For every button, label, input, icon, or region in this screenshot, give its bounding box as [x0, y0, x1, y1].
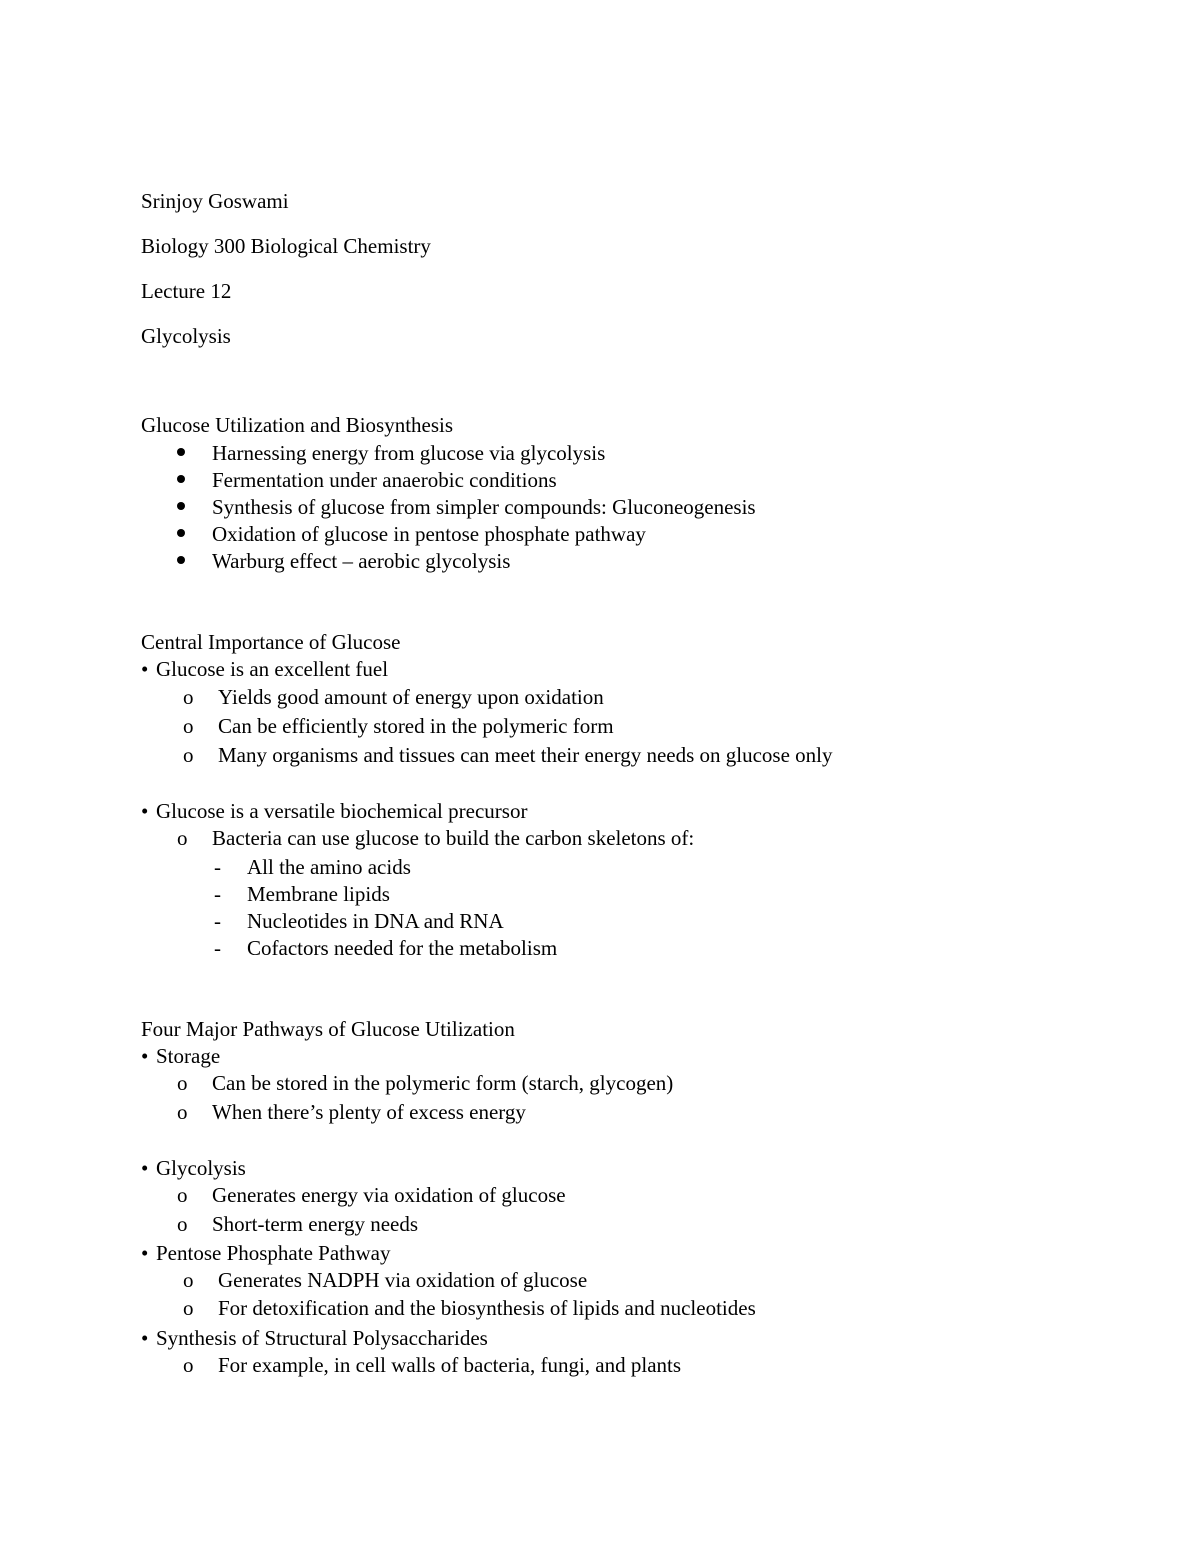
list-item: Glucose is a versatile biochemical precursor [156, 799, 528, 823]
sub-item: For detoxification and the biosynthesis of lipids and nucleotides [218, 1296, 756, 1320]
bullet-icon [177, 448, 185, 456]
o-marker: o [183, 1353, 194, 1377]
lecture-number: Lecture 12 [141, 279, 232, 303]
section-heading: Four Major Pathways of Glucose Utilization [141, 1017, 515, 1041]
sub-item: Short-term energy needs [212, 1212, 419, 1236]
o-marker: o [177, 1100, 188, 1124]
bullet-marker: • [141, 799, 149, 823]
o-marker: o [177, 1071, 188, 1095]
list-item: Warburg effect – aerobic glycolysis [212, 549, 511, 573]
bullet-icon [177, 556, 185, 564]
list-item: Oxidation of glucose in pentose phosphate pathway [212, 522, 646, 546]
sub-item: For example, in cell walls of bacteria, fungi, and plants [218, 1353, 682, 1377]
o-marker: o [183, 714, 194, 738]
list-item: Fermentation under anaerobic conditions [212, 468, 557, 492]
dash-marker: - [214, 882, 221, 906]
sub-sub-item: Cofactors needed for the metabolism [247, 936, 558, 960]
section-heading: Glucose Utilization and Biosynthesis [141, 413, 454, 437]
list-item: Synthesis of Structural Polysaccharides [156, 1326, 488, 1350]
bullet-icon [177, 502, 185, 510]
sub-sub-item: Nucleotides in DNA and RNA [247, 909, 504, 933]
sub-item: Can be stored in the polymeric form (starch, glycogen) [212, 1071, 674, 1095]
sub-item: Many organisms and tissues can meet their energy needs on glucose only [218, 743, 833, 767]
sub-item: Can be efficiently stored in the polymeric form [218, 714, 614, 738]
list-item: Synthesis of glucose from simpler compounds: Gluconeogenesis [212, 495, 756, 519]
o-marker: o [183, 1296, 194, 1320]
course-title: Biology 300 Biological Chemistry [141, 234, 431, 258]
section-heading: Central Importance of Glucose [141, 630, 401, 654]
bullet-marker: • [141, 1044, 149, 1068]
dash-marker: - [214, 936, 221, 960]
o-marker: o [183, 685, 194, 709]
dash-marker: - [214, 855, 221, 879]
sub-item: Bacteria can use glucose to build the carbon skeletons of: [212, 826, 695, 850]
list-item: Pentose Phosphate Pathway [156, 1241, 391, 1265]
bullet-icon [177, 529, 185, 537]
sub-sub-item: All the amino acids [247, 855, 411, 879]
dash-marker: - [214, 909, 221, 933]
bullet-marker: • [141, 1326, 149, 1350]
o-marker: o [183, 1268, 194, 1292]
bullet-marker: • [141, 1156, 149, 1180]
sub-item: When there’s plenty of excess energy [212, 1100, 526, 1124]
bullet-marker: • [141, 657, 149, 681]
list-item: Storage [156, 1044, 221, 1068]
o-marker: o [177, 826, 188, 850]
bullet-icon [177, 475, 185, 483]
o-marker: o [177, 1183, 188, 1207]
list-item: Harnessing energy from glucose via glycolysis [212, 441, 606, 465]
author-name: Srinjoy Goswami [141, 189, 289, 213]
list-item: Glucose is an excellent fuel [156, 657, 389, 681]
sub-sub-item: Membrane lipids [247, 882, 390, 906]
o-marker: o [183, 743, 194, 767]
sub-item: Generates energy via oxidation of glucose [212, 1183, 566, 1207]
topic-title: Glycolysis [141, 324, 231, 348]
sub-item: Yields good amount of energy upon oxidation [218, 685, 604, 709]
list-item: Glycolysis [156, 1156, 246, 1180]
o-marker: o [177, 1212, 188, 1236]
bullet-marker: • [141, 1241, 149, 1265]
sub-item: Generates NADPH via oxidation of glucose [218, 1268, 588, 1292]
